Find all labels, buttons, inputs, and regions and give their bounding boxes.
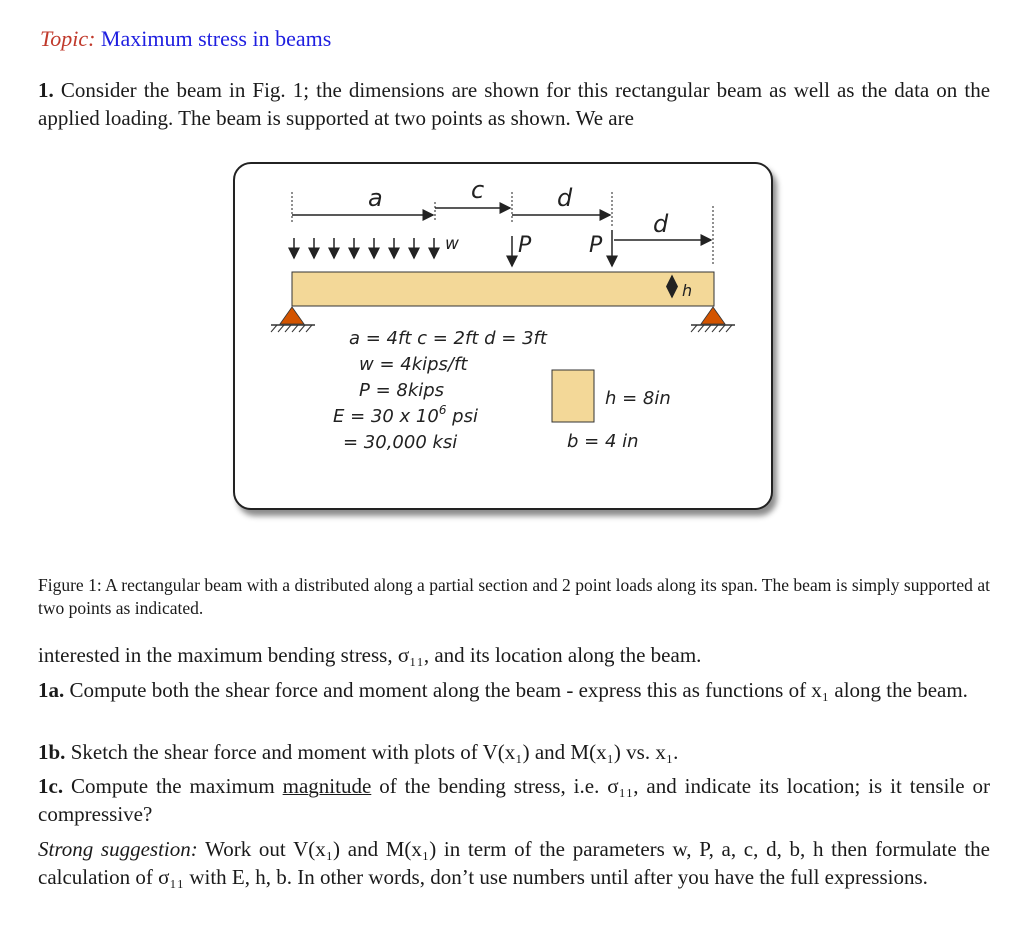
problem-1b-text: Sketch the shear force and moment with plots of V(x₁) and M(x₁) vs. x₁. xyxy=(70,740,679,764)
problem-1c: 1c. Compute the maximum magnitude of the bending stress, i.e. σ₁₁, and indicate its location; is it tensile or compressive? xyxy=(38,774,991,826)
suggestion-text: Work out V(x₁) and M(x₁) in term of the parameters w, P, a, c, d, b, h then formulate the calculation of σ₁₁ with E, h, b. In other words, don’t use numbers until after you have the full expressions. xyxy=(38,837,991,889)
load-p1-label: P xyxy=(518,233,532,258)
strong-suggestion xyxy=(38,835,990,891)
problem-1a-number: 1a. xyxy=(38,678,65,702)
cross-section xyxy=(552,370,594,422)
load-p2-label: P xyxy=(589,233,603,258)
dim-d1-label: d xyxy=(557,184,573,212)
problem-number: 1. xyxy=(38,78,54,102)
topic-heading xyxy=(40,26,331,52)
dim-c-label: c xyxy=(471,176,485,204)
figure-1-box xyxy=(233,162,773,510)
problem-1a xyxy=(38,676,990,704)
topic-label: Topic: xyxy=(40,26,96,51)
section-b-label: b = 4 in xyxy=(567,431,639,452)
data-line-4: E = 30 x $10^6$ psi xyxy=(333,403,478,427)
distributed-load-arrows xyxy=(294,238,434,258)
data-line-3: P = 8kips xyxy=(359,380,445,401)
problem-1b-number: 1b. xyxy=(38,740,66,764)
underlined-magnitude: magnitude xyxy=(282,774,372,798)
problem-1-continued: interested in the maximum bending stress, σ₁₁, and its location along the beam. xyxy=(38,643,702,667)
data-line-2: w = 4kips/ft xyxy=(359,354,468,375)
problem-text: Consider the beam in Fig. 1; the dimensions are shown for this rectangular beam as well as the data on the applied loading. The beam is supported at two points as shown. We are xyxy=(38,78,991,130)
dim-d2-label: d xyxy=(653,210,669,238)
beam-diagram xyxy=(235,164,771,508)
data-line-1: a = 4ft c = 2ft d = 3ft xyxy=(349,328,547,349)
problem-1c-number: 1c. xyxy=(38,774,64,798)
section-h-label: h = 8in xyxy=(605,388,671,409)
data-line-5: = 30,000 ksi xyxy=(343,432,458,453)
height-label: h xyxy=(682,281,693,300)
right-support xyxy=(701,307,725,324)
dim-a-label: a xyxy=(368,184,383,212)
suggestion-label: Strong suggestion: xyxy=(38,837,198,861)
problem-1b xyxy=(38,738,990,766)
problem-1-intro xyxy=(38,76,990,132)
beam xyxy=(292,272,714,306)
topic-title: Maximum stress in beams xyxy=(100,26,332,51)
left-support xyxy=(280,307,304,324)
problem-1a-text: Compute both the shear force and moment along the beam - express this as functions of x₁ along the beam. xyxy=(69,678,968,702)
figure-caption: Figure 1: A rectangular beam with a distributed along a partial section and 2 point loads along its span. The beam is simply supported at two points as indicated. xyxy=(38,575,990,618)
load-w-label: w xyxy=(445,234,459,254)
